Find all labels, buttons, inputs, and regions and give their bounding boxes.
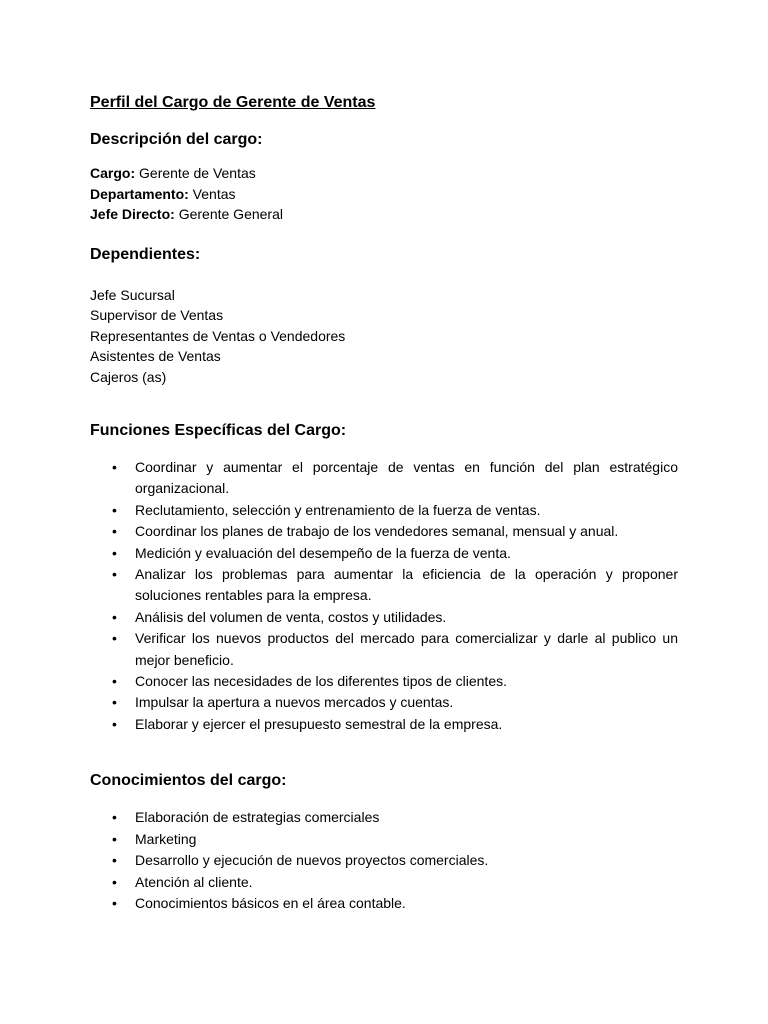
list-item-text: Atención al cliente.: [135, 873, 253, 890]
list-item-text: Marketing: [135, 830, 197, 847]
bullet-icon: •: [112, 608, 117, 625]
field-departamento: [90, 184, 678, 205]
list-item-text: Coordinar los planes de trabajo de los vendedores semanal, mensual y anual.: [135, 523, 619, 540]
field-cargo: [90, 163, 678, 184]
dependientes-list: [90, 285, 678, 388]
list-item: [90, 564, 678, 607]
list-item: [90, 500, 678, 521]
list-item: [90, 607, 678, 628]
list-item: [90, 521, 678, 542]
list-item-text: Medición y evaluación del desempeño de la fuerza de venta.: [135, 544, 511, 561]
list-item-text: Reclutamiento, selección y entrenamiento de la fuerza de ventas.: [135, 501, 541, 518]
dependiente-item: Asistentes de Ventas: [90, 348, 221, 364]
list-item-text: Coordinar y aumentar el porcentaje de ventas en función del plan estratégico organizacional.: [135, 459, 678, 497]
list-item: [90, 692, 678, 713]
field-value: Gerente General: [174, 206, 283, 222]
list-item-text: Conocer las necesidades de los diferentes tipos de clientes.: [135, 673, 507, 690]
dependiente-item: Supervisor de Ventas: [90, 307, 224, 323]
conocimientos-list: [90, 807, 678, 914]
list-item-text: Elaborar y ejercer el presupuesto semestral de la empresa.: [135, 715, 503, 732]
list-item-text: Desarrollo y ejecución de nuevos proyectos comerciales.: [135, 852, 489, 869]
descripcion-fields: [90, 163, 678, 225]
list-item-text: Analizar los problemas para aumentar la eficiencia de la operación y proponer soluciones rentables para la empresa.: [135, 566, 678, 604]
section-heading-descripcion: Descripción del cargo:: [90, 131, 263, 148]
field-label: Departamento:: [90, 185, 189, 202]
bullet-icon: •: [112, 630, 117, 647]
dependiente-item: Representantes de Ventas o Vendedores: [90, 327, 346, 344]
bullet-icon: •: [112, 809, 117, 826]
list-item: [90, 543, 678, 564]
bullet-icon: •: [112, 566, 117, 583]
list-item: [90, 850, 678, 871]
field-value: Ventas: [188, 185, 236, 202]
bullet-icon: •: [112, 852, 117, 869]
bullet-icon: •: [112, 673, 117, 690]
list-item: [90, 457, 678, 500]
field-label: Jefe Directo:: [90, 206, 175, 222]
list-item: [90, 714, 678, 735]
field-jefe-directo: [90, 204, 678, 225]
bullet-icon: •: [112, 873, 117, 890]
bullet-icon: •: [112, 894, 117, 911]
section-heading-conocimientos: Conocimientos del cargo:: [90, 772, 287, 790]
field-value: Gerente de Ventas: [135, 165, 256, 181]
section-heading-dependientes: Dependientes:: [90, 245, 201, 263]
list-item: [90, 671, 678, 692]
bullet-icon: •: [112, 715, 117, 732]
list-item-text: Análisis del volumen de venta, costos y utilidades.: [135, 608, 447, 625]
list-item: [90, 893, 678, 914]
bullet-icon: •: [112, 694, 117, 711]
list-item-text: Impulsar la apertura a nuevos mercados y cuentas.: [135, 694, 454, 711]
document-page: [90, 92, 678, 914]
dependiente-item: Jefe Sucursal: [90, 286, 175, 303]
field-label: Cargo:: [90, 165, 136, 181]
list-item-text: Verificar los nuevos productos del mercado para comercializar y darle al publico un mejor beneficio.: [135, 630, 678, 668]
list-item: [90, 872, 678, 893]
section-heading-funciones: Funciones Específicas del Cargo:: [90, 422, 347, 439]
list-item: [90, 628, 678, 671]
funciones-list: [90, 457, 678, 735]
bullet-icon: •: [112, 523, 117, 540]
document-title: Perfil del Cargo de Gerente de Ventas: [90, 94, 376, 111]
list-item-text: Elaboración de estrategias comerciales: [135, 809, 380, 826]
bullet-icon: •: [112, 830, 117, 847]
list-item-text: Conocimientos básicos en el área contable.: [135, 894, 406, 911]
bullet-icon: •: [112, 459, 117, 475]
list-item: [90, 807, 678, 828]
list-item: [90, 829, 678, 850]
dependiente-item: Cajeros (as): [90, 368, 167, 385]
bullet-icon: •: [112, 501, 117, 518]
bullet-icon: •: [112, 544, 117, 561]
